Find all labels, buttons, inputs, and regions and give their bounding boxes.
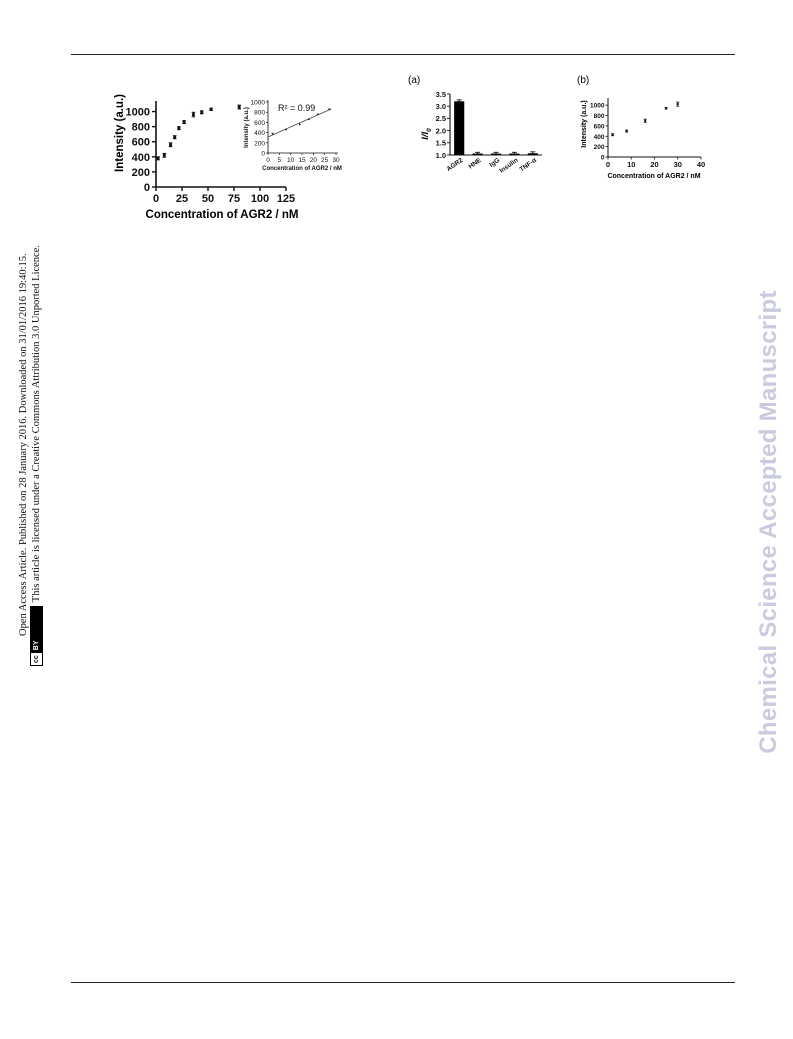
cc-badge-text: cc xyxy=(33,655,41,663)
panel-a-error-bar xyxy=(475,152,480,154)
panel-b-y-tick-label: 0 xyxy=(600,154,605,162)
panel-a-y-label xyxy=(420,128,433,140)
main-x-tick-label: 25 xyxy=(175,193,189,205)
panel-b-x-tick-label: 30 xyxy=(673,160,682,169)
inset-y-tick-label: 1000 xyxy=(250,99,265,107)
panel-b-y-label: Intensity (a.u.) xyxy=(581,100,588,148)
inset-data-point xyxy=(308,118,310,120)
inset-data-point xyxy=(272,133,274,135)
panel-a-tag: (a) xyxy=(408,75,421,86)
journal-watermark: Chemical Science Accepted Manuscript xyxy=(755,290,782,754)
inset-y-tick-label: 800 xyxy=(254,109,265,117)
inset-x-tick-label: 30 xyxy=(332,157,340,164)
panel-b-y-tick-label: 1000 xyxy=(590,102,605,110)
inset-r2-annotation: R² = 0.99 xyxy=(278,103,316,113)
main-x-tick-label: 125 xyxy=(276,193,296,205)
panel-a-error-bar xyxy=(457,100,462,102)
panel-b-y-tick-label: 400 xyxy=(593,133,605,141)
inset-x-tick-label: 0 xyxy=(266,157,270,164)
panel-a-y-label-main: I/I xyxy=(420,131,431,140)
panel-b-chart xyxy=(570,72,720,187)
by-badge-text: BY xyxy=(31,607,42,653)
panel-b-x-tick-label: 20 xyxy=(650,160,659,169)
panel-b-x-tick-label: 10 xyxy=(627,160,636,169)
main-y-tick-label: 1000 xyxy=(125,106,150,119)
panel-a-y-tick-label: 2.5 xyxy=(435,114,446,124)
main-x-tick-label: 50 xyxy=(201,193,215,205)
main-y-tick-label: 800 xyxy=(131,121,150,134)
inset-x-label: Concentration of AGR2 / nM xyxy=(262,166,342,172)
main-x-tick-label: 0 xyxy=(152,193,160,205)
panel-b-y-tick-label: 600 xyxy=(593,123,605,131)
panel-a-y-tick-label: 2.0 xyxy=(435,126,446,136)
panel-a-category-label: Insulin xyxy=(498,156,520,175)
inset-y-tick-label: 400 xyxy=(254,130,265,138)
inset-y-tick-label: 0 xyxy=(261,150,265,158)
panel-b-x-tick-label: 0 xyxy=(605,160,611,169)
panel-a-bar xyxy=(454,101,464,155)
license-line-1: Open Access Article. Published on 28 January 2016. Downloaded on 31/01/2016 19:40:15. xyxy=(18,253,29,636)
inset-data-point xyxy=(285,129,287,131)
panel-a-category-label: IgG xyxy=(488,156,502,169)
license-line-2 xyxy=(30,202,43,666)
inset-x-tick-label: 10 xyxy=(287,157,295,164)
inset-y-tick-label: 200 xyxy=(254,140,265,148)
license-sidebar xyxy=(17,202,51,666)
inset-x-tick-label: 5 xyxy=(277,157,282,164)
inset-y-tick-label: 600 xyxy=(254,119,265,127)
inset-data-point xyxy=(299,124,301,126)
panel-a-error-bar xyxy=(530,152,535,154)
inset-x-tick-label: 25 xyxy=(321,157,329,164)
license-line-2-text: This article is licensed under a Creative Commons Attribution 3.0 Unported Licence. xyxy=(31,245,42,603)
panel-a-error-bar xyxy=(494,152,499,154)
panel-b-error-bar xyxy=(644,119,647,122)
cc-by-badge[interactable] xyxy=(30,606,43,666)
main-y-tick-label: 400 xyxy=(131,151,150,164)
panel-a-y-label-sub: 0 xyxy=(426,128,433,132)
main-y-tick-label: 600 xyxy=(131,136,150,149)
panel-a-category-label: TNF-α xyxy=(518,156,538,174)
panel-b-error-bar xyxy=(625,130,628,132)
panel-a-y-tick-label: 1.0 xyxy=(435,150,446,160)
inset-data-point xyxy=(317,113,319,115)
panel-a-y-tick-label: 1.5 xyxy=(435,138,446,148)
main-y-label: Intensity (a.u.) xyxy=(114,94,126,172)
panel-b-x-tick-label: 40 xyxy=(696,160,706,169)
panel-a-category-label: AGR2 xyxy=(445,156,465,173)
panel-a-y-tick-label: 3.5 xyxy=(435,89,446,99)
panel-b-error-bar xyxy=(676,102,679,106)
panel-b-y-tick-label: 200 xyxy=(593,144,605,152)
main-x-tick-label: 100 xyxy=(250,193,270,205)
panel-a-chart xyxy=(400,72,560,187)
bottom-rule xyxy=(71,982,735,983)
panel-b-tag: (b) xyxy=(577,75,590,86)
inset-data-point xyxy=(328,108,330,110)
inset-y-label: Intensity (a.u.) xyxy=(244,107,250,148)
main-x-label: Concentration of AGR2 / nM xyxy=(145,209,299,221)
main-x-tick-label: 75 xyxy=(227,193,241,205)
panel-b-error-bar xyxy=(665,108,668,110)
panel-a-y-tick-label: 3.0 xyxy=(435,102,446,111)
panel-a-category-label: HNE xyxy=(467,156,483,171)
inset-x-tick-label: 15 xyxy=(298,157,306,164)
top-rule xyxy=(71,54,735,55)
main-chart xyxy=(100,88,350,223)
panel-b-x-label: Concentration of AGR2 / nM xyxy=(607,173,701,180)
panel-b-y-tick-label: 800 xyxy=(593,113,605,121)
inset-x-tick-label: 20 xyxy=(309,157,317,164)
panel-b-error-bar xyxy=(611,134,614,136)
main-y-tick-label: 200 xyxy=(131,166,150,179)
main-y-tick-label: 0 xyxy=(143,182,150,194)
panel-a-error-bar xyxy=(512,152,517,154)
